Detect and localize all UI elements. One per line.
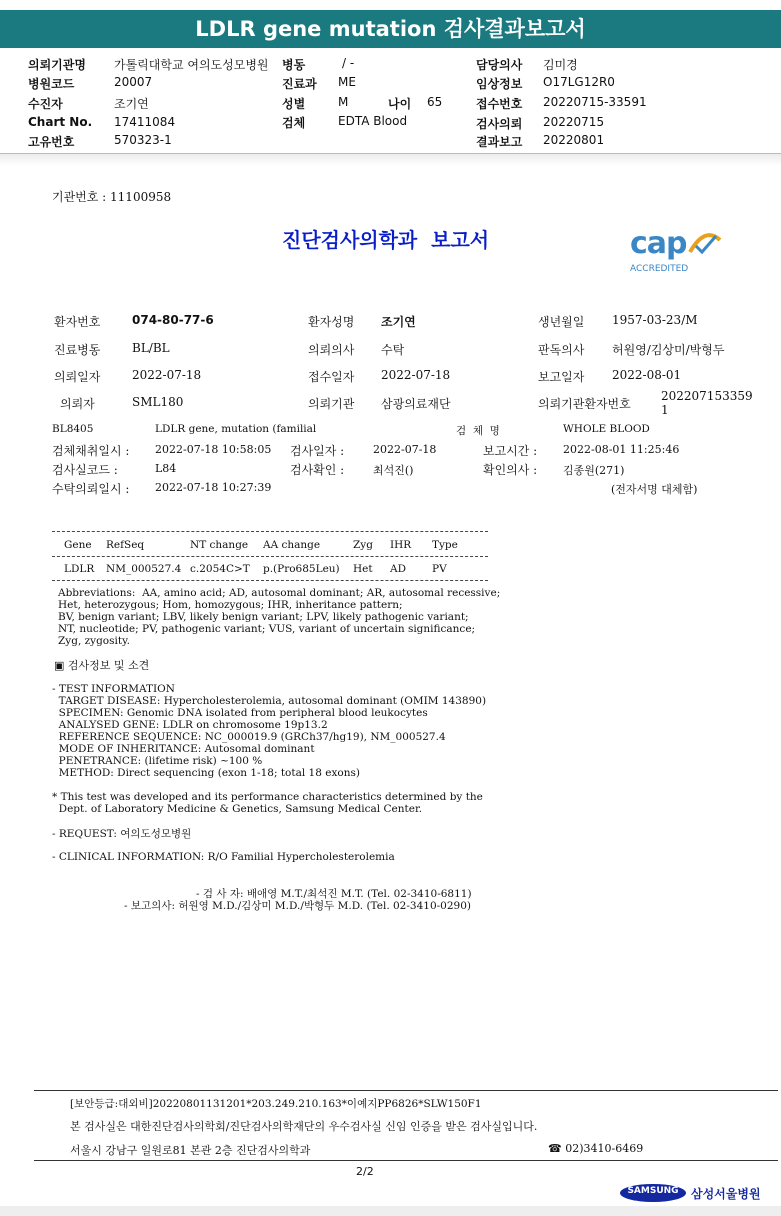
clinical-line: - CLINICAL INFORMATION: R/O Familial Hypercholesterolemia: [52, 851, 395, 863]
commission-label: 수탁의뢰일시 :: [52, 482, 130, 496]
patient-no-label: 환자번호: [54, 315, 101, 329]
table-header-aa-change: AA change: [263, 539, 321, 551]
clinical-info-value: O17LG12R0: [543, 75, 615, 89]
unique-no-value: 570323-1: [114, 133, 172, 147]
security-line: [보안등급:대외비]20220801131201*203.249.210.163*이예지PP6826*SLW150F1: [70, 1098, 482, 1110]
ward-label: 병동: [282, 58, 306, 72]
recv-date-value: 2022-07-18: [381, 368, 451, 382]
table-top-rule: [52, 531, 488, 532]
test-info-line: - TEST INFORMATION: [52, 683, 175, 695]
phone-line: ☎ 02)3410-6469: [548, 1142, 644, 1155]
test-info-line: REFERENCE SEQUENCE: NC_000019.9 (GRCh37/hg19), NM_000527.4: [52, 731, 446, 743]
room-label: 검사실코드 :: [52, 463, 118, 477]
cell-aa-change: p.(Pro685Leu): [263, 563, 340, 575]
room-value: L84: [155, 462, 177, 475]
cell-ihr: AD: [390, 563, 407, 575]
address-line: 서울시 강남구 일원로81 본관 2층 진단검사의학과: [70, 1144, 311, 1157]
abbrev-line: Abbreviations: AA, amino acid; AD, autosomal dominant; AR, autosomal recessive;: [58, 587, 501, 599]
sex-label: 성별: [282, 97, 306, 111]
patient-value: 조기연: [114, 97, 149, 111]
cell-refseq: NM_000527.4: [106, 563, 182, 575]
requester-value: SML180: [132, 395, 184, 409]
request-line: - REQUEST: 여의도성모병원: [52, 828, 192, 840]
cell-type: PV: [432, 563, 447, 575]
patient-name-label: 환자성명: [308, 315, 355, 329]
test-request-value: 20220715: [543, 115, 605, 129]
table-header-rule: [52, 556, 488, 557]
patient-no-value: 074-80-77-6: [132, 313, 214, 327]
ward-field-label: 진료병동: [54, 343, 101, 357]
dob-label: 생년월일: [538, 315, 585, 329]
footer-rule: [34, 1090, 778, 1091]
test-info-line: PENETRANCE: (lifetime risk) ~100 %: [52, 755, 263, 767]
page-bottom-edge: [0, 1206, 781, 1216]
requester-label: 의뢰자: [60, 397, 95, 411]
report-header-title: LDLR gene mutation 검사결과보고서: [0, 10, 781, 48]
electronic-signature-note: (전자서명 대체함): [611, 483, 698, 496]
unique-no-label: 고유번호: [28, 135, 75, 149]
hospital-logo-text: 삼성서울병원: [691, 1187, 761, 1201]
age-value: 65: [427, 95, 443, 109]
patient-label: 수진자: [28, 97, 63, 111]
receipt-no-value: 20220715-33591: [543, 95, 647, 109]
req-doctor-label: 의뢰의사: [308, 343, 355, 357]
collect-value: 2022-07-18 10:58:05: [155, 443, 272, 456]
requesting-institution-value: 가톨릭대학교 여의도성모병원: [114, 58, 269, 72]
cap-accredited-logo: [626, 226, 726, 280]
collect-label: 검체채취일시 :: [52, 444, 130, 458]
department-value: ME: [338, 75, 356, 89]
accreditation-line: 본 검사실은 대한진단검사의학회/진단검사의학재단의 우수검사실 신임 인증을 받은 검사실입니다.: [70, 1120, 538, 1133]
chart-no-label: Chart No.: [28, 115, 93, 129]
clinical-info-label: 임상정보: [476, 77, 523, 91]
test-info-line: ANALYSED GENE: LDLR on chromosome 19p13.2: [52, 719, 328, 731]
report-time-label: 보고시간 :: [483, 444, 538, 458]
disclaimer-line: Dept. of Laboratory Medicine & Genetics, Samsung Medical Center.: [52, 803, 423, 815]
hospital-code-value: 20007: [114, 75, 153, 89]
report-title: 진단검사의학과 보고서: [282, 228, 490, 252]
receipt-no-label: 접수번호: [476, 97, 523, 111]
table-header-nt-change: NT change: [190, 539, 249, 551]
abbrev-line: NT, nucleotide; PV, pathogenic variant; VUS, variant of uncertain significance;: [58, 623, 476, 635]
department-label: 진료과: [282, 77, 317, 91]
table-header-type: Type: [432, 539, 458, 551]
age-label: 나이: [388, 97, 412, 111]
test-date-value: 2022-07-18: [373, 443, 437, 456]
test-name: LDLR gene, mutation (familial: [155, 423, 317, 435]
req-inst-value: 삼광의료재단: [381, 397, 451, 411]
abbrev-line: Zyg, zygosity.: [58, 635, 130, 647]
test-info-line: TARGET DISEASE: Hypercholesterolemia, autosomal dominant (OMIM 143890): [52, 695, 487, 707]
table-header-zyg: Zyg: [353, 539, 373, 551]
confirm-doc-value: 김종원(271): [563, 464, 625, 477]
result-report-value: 20220801: [543, 133, 605, 147]
section-title: ▣ 검사정보 및 소견: [54, 659, 150, 672]
tester-line: - 검 사 자: 배애영 M.T./최석진 M.T. (Tel. 02-3410-6811): [196, 888, 472, 900]
page-number: 2/2: [356, 1165, 374, 1178]
confirm-value: 최석진(): [373, 464, 414, 477]
reading-doctor-label: 판독의사: [538, 343, 585, 357]
chart-no-value: 17411084: [114, 115, 176, 129]
inst-patient-no-line1: 202207153359: [661, 389, 753, 403]
test-info-line: MODE OF INHERITANCE: Autosomal dominant: [52, 743, 315, 755]
physician-label: 담당의사: [476, 58, 523, 72]
sex-value: M: [338, 95, 349, 109]
samsung-logo: [620, 1184, 686, 1202]
confirm-label: 검사확인 :: [290, 463, 345, 477]
report-time-value: 2022-08-01 11:25:46: [563, 443, 680, 456]
abbrev-line: Het, heterozygous; Hom, homozygous; IHR, inheritance pattern;: [58, 599, 403, 611]
cap-logo-word: cap: [630, 226, 687, 261]
reading-doctor-value: 허원영/김상미/박형두: [612, 343, 725, 357]
test-date-label: 검사일자 :: [290, 444, 345, 458]
specimen-name-label: 검 체 명: [456, 425, 500, 437]
physician-value: 김미경: [543, 58, 578, 72]
specimen-value: EDTA Blood: [338, 114, 408, 128]
req-date-label: 의뢰일자: [54, 370, 101, 384]
inst-patient-no-line2: 1: [661, 403, 669, 417]
table-bottom-rule: [52, 580, 488, 581]
specimen-label: 검체: [282, 116, 306, 130]
recv-date-label: 접수일자: [308, 370, 355, 384]
cell-gene: LDLR: [64, 563, 95, 575]
confirm-doc-label: 확인의사 :: [483, 463, 538, 477]
inst-patient-no-label: 의뢰기관환자번호: [538, 397, 631, 411]
req-inst-label: 의뢰기관: [308, 397, 355, 411]
divider-shadow: [0, 154, 781, 166]
table-header-ihr: IHR: [390, 539, 412, 551]
cap-logo-sub: ACCREDITED: [630, 264, 689, 274]
commission-value: 2022-07-18 10:27:39: [155, 481, 272, 494]
samsung-logo-text: SAMSUNG: [627, 1186, 679, 1196]
table-header-gene: Gene: [64, 539, 92, 551]
patient-name-value: 조기연: [381, 315, 416, 329]
test-info-line: METHOD: Direct sequencing (exon 1-18; total 18 exons): [52, 767, 360, 779]
institution-number: 기관번호 : 11100958: [52, 190, 172, 204]
report-date-value: 2022-08-01: [612, 368, 682, 382]
hospital-code-label: 병원코드: [28, 77, 75, 91]
disclaimer-line: * This test was developed and its performance characteristics determined by the: [52, 791, 483, 803]
checkmark-seal-icon: [688, 232, 722, 264]
ward-value: / -: [342, 56, 355, 70]
ward-field-value: BL/BL: [132, 341, 170, 355]
test-code: BL8405: [52, 423, 94, 435]
table-header-refseq: RefSeq: [106, 539, 145, 551]
reporter-line: - 보고의사: 허원영 M.D./김상미 M.D./박형두 M.D. (Tel. 02-3410-0290): [124, 900, 471, 912]
result-report-label: 결과보고: [476, 135, 523, 149]
test-info-line: SPECIMEN: Genomic DNA isolated from peripheral blood leukocytes: [52, 707, 428, 719]
specimen-name-value: WHOLE BLOOD: [563, 423, 650, 435]
cell-nt-change: c.2054C>T: [190, 563, 250, 575]
footer-rule-bottom: [34, 1160, 778, 1161]
abbrev-line: BV, benign variant; LBV, likely benign variant; LPV, likely pathogenic variant;: [58, 611, 469, 623]
report-date-label: 보고일자: [538, 370, 585, 384]
test-request-label: 검사의뢰: [476, 117, 523, 131]
requesting-institution-label: 의뢰기관명: [28, 58, 86, 72]
cell-zyg: Het: [353, 563, 373, 575]
req-date-value: 2022-07-18: [132, 368, 202, 382]
dob-value: 1957-03-23/M: [612, 313, 698, 327]
req-doctor-value: 수탁: [381, 343, 405, 357]
